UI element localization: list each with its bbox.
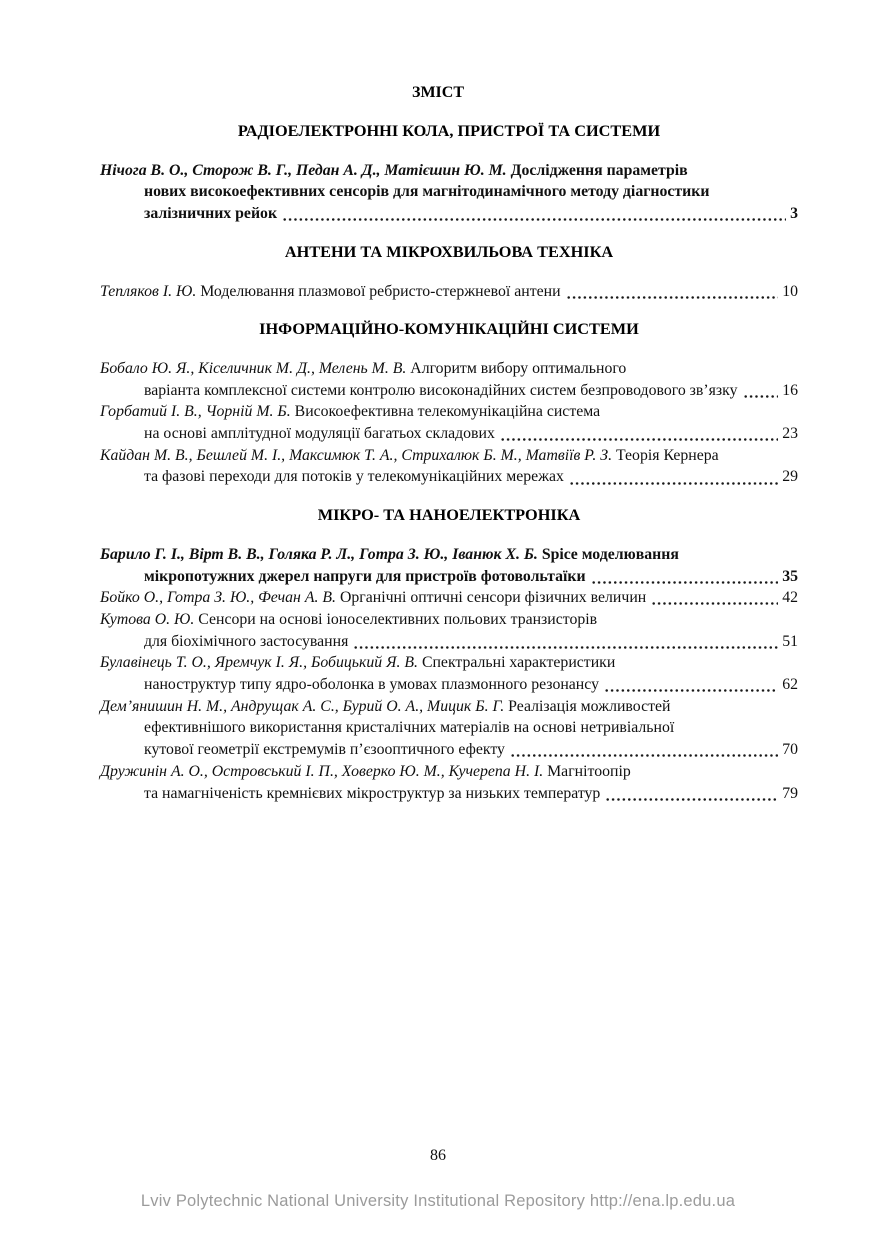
entry-authors: Горбатий І. В., Чорній М. Б. — [100, 403, 291, 421]
entry-text — [144, 566, 586, 588]
toc-entry — [100, 609, 798, 652]
entry-title-line: Алгоритм вибору оптимального — [410, 359, 627, 377]
toc-entry — [100, 281, 798, 303]
entry-text — [144, 203, 277, 225]
toc-entry-line — [100, 466, 798, 488]
entry-text — [144, 719, 674, 736]
section-heading: ІНФОРМАЦІЙНО-КОМУНІКАЦІЙНІ СИСТЕМИ — [259, 319, 639, 339]
entry-text — [144, 466, 564, 488]
dot-leader — [510, 754, 778, 757]
entry-page-ref: 79 — [782, 784, 798, 802]
toc-entry-line — [100, 181, 798, 203]
toc-entry — [100, 160, 798, 225]
toc-entry-line — [100, 652, 798, 674]
toc-entry-line — [100, 761, 798, 783]
toc-entry-line — [100, 281, 798, 303]
entry-page-ref: 3 — [790, 205, 798, 223]
toc-entry — [100, 587, 798, 609]
entry-title-line: наноструктур типу ядро-оболонка в умовах плазмонного резонансу — [144, 676, 599, 694]
dot-leader — [566, 296, 779, 299]
entry-text — [144, 739, 505, 761]
entry-page-ref: 16 — [782, 381, 798, 399]
dot-leader — [605, 798, 778, 801]
entry-text — [100, 587, 646, 609]
entry-text — [144, 631, 348, 653]
entry-title-line: Сенсори на основі іоноселективних польових транзисторів — [198, 610, 598, 628]
entry-title-line: Магнітоопір — [547, 762, 631, 780]
dot-leader — [591, 581, 779, 584]
entry-page-ref: 70 — [782, 741, 798, 759]
table-of-contents — [100, 104, 798, 804]
entry-title-line: Реалізація можливостей — [508, 697, 671, 715]
toc-entry-line — [100, 544, 798, 566]
entry-page-ref: 10 — [782, 282, 798, 300]
dot-leader — [604, 689, 778, 692]
toc-entry-line — [100, 696, 798, 718]
dot-leader — [353, 646, 778, 649]
entry-text — [144, 783, 600, 805]
toc-entry — [100, 761, 798, 804]
entry-title-line: Spice моделювання — [541, 545, 679, 563]
entry-authors: Бойко О., Готра З. Ю., Фечан А. В. — [100, 589, 336, 607]
entry-title-line: та намагніченість кремнієвих мікроструктур за низьких температур — [144, 784, 601, 802]
entry-authors: Барило Г. І., Вірт В. В., Голяка Р. Л., Готра З. Ю., Іванюк Х. Б. — [100, 545, 538, 563]
toc-entry — [100, 544, 798, 587]
toc-entry-line — [100, 674, 798, 696]
dot-leader — [569, 482, 778, 485]
entry-authors: Бобало Ю. Я., Кіселичник М. Д., Мелень М. В. — [100, 359, 407, 377]
toc-entry-line — [100, 587, 798, 609]
entry-text — [100, 698, 670, 715]
section-heading: РАДІОЕЛЕКТРОННІ КОЛА, ПРИСТРОЇ ТА СИСТЕМИ — [237, 121, 661, 140]
entry-page-ref: 35 — [782, 567, 798, 585]
entry-title-line: нових високоефективних сенсорів для магнітодинамічного методу діагностики — [144, 183, 710, 201]
entry-title-line: Високоефективна телекомунікаційна система — [294, 403, 601, 421]
dot-leader — [500, 438, 778, 441]
entry-page-ref: 62 — [782, 676, 798, 694]
entry-authors: Тепляков І. Ю. — [100, 282, 197, 300]
entry-title-line: на основі амплітудної модуляції багатьох складових — [144, 425, 495, 443]
page-title: ЗМІСТ — [412, 84, 464, 101]
entry-text — [100, 281, 561, 303]
toc-entry-line — [100, 380, 798, 402]
entry-text — [144, 423, 495, 445]
toc-entry — [100, 401, 798, 444]
entry-text — [144, 380, 738, 402]
entry-text — [100, 611, 597, 628]
toc-entry — [100, 358, 798, 401]
entry-title-line: кутової геометрії екстремумів п’єзооптичного ефекту — [144, 741, 505, 759]
entry-page-ref: 23 — [782, 425, 798, 443]
entry-title-line: для біохімічного застосування — [144, 632, 349, 650]
entry-title-line: Органічні оптичні сенсори фізичних величин — [339, 589, 647, 607]
entry-text — [100, 360, 626, 377]
toc-entry — [100, 445, 798, 488]
entry-authors: Нічога В. О., Сторож В. Г., Педан А. Д., Матієшин Ю. М. — [100, 161, 507, 179]
dot-leader — [282, 218, 786, 221]
entry-title-line: Спектральні характеристики — [421, 654, 616, 672]
toc-entry-line — [100, 203, 798, 225]
entry-text — [144, 674, 599, 696]
entry-title-line: мікропотужних джерел напруги для пристроїв фотовольтаїки — [144, 567, 586, 585]
toc-entry — [100, 696, 798, 761]
entry-text — [100, 654, 615, 671]
page-number: 86 — [430, 1147, 446, 1164]
toc-entry-line — [100, 566, 798, 588]
toc-entry — [100, 652, 798, 695]
entry-authors: Дем’янишин Н. М., Андрущак А. С., Бурий О. А., Мицик Б. Г. — [100, 697, 505, 715]
entry-title-line: ефективнішого використання кристалічних матеріалів на основі нетривіальної — [144, 719, 675, 737]
entry-title-line: залізничних рейок — [144, 205, 278, 223]
entry-authors: Дружинін А. О., Островський І. П., Ховерко Ю. М., Кучерепа Н. І. — [100, 762, 544, 780]
toc-entry-line — [100, 631, 798, 653]
toc-entry-line — [100, 160, 798, 182]
entry-title-line: Дослідження параметрів — [510, 161, 688, 179]
dot-leader — [743, 395, 779, 398]
toc-entry-line — [100, 739, 798, 761]
entry-title-line: варіанта комплексної системи контролю високонадійних систем безпроводового зв’язку — [144, 381, 738, 399]
entry-authors: Кутова О. Ю. — [100, 610, 195, 628]
entry-text — [100, 763, 631, 780]
toc-entry-line — [100, 423, 798, 445]
entry-text — [100, 546, 679, 563]
section-heading: МІКРО- ТА НАНОЕЛЕКТРОНІКА — [317, 505, 581, 525]
entry-title-line: Теорія Кернера — [615, 446, 719, 464]
entry-text — [100, 403, 600, 420]
entry-page-ref: 42 — [782, 589, 798, 607]
entry-text — [144, 183, 709, 200]
entry-text — [100, 447, 719, 464]
entry-authors: Булавінець Т. О., Яремчук І. Я., Бобицький Я. В. — [100, 654, 418, 672]
entry-text — [100, 162, 688, 179]
toc-entry-line — [100, 358, 798, 380]
toc-entry-line — [100, 717, 798, 739]
toc-entry-line — [100, 445, 798, 467]
entry-authors: Кайдан М. В., Бешлей М. І., Максимюк Т. А., Стрихалюк Б. М., Матвіїв Р. З. — [100, 446, 613, 464]
toc-entry-line — [100, 401, 798, 423]
repository-footer: Lviv Polytechnic National University Institutional Repository http://ena.lp.edu.ua — [140, 1192, 736, 1210]
toc-entry-line — [100, 609, 798, 631]
entry-page-ref: 51 — [782, 632, 798, 650]
entry-page-ref: 29 — [782, 468, 798, 486]
section-heading: АНТЕНИ ТА МІКРОХВИЛЬОВА ТЕХНІКА — [284, 241, 614, 261]
dot-leader — [651, 602, 778, 605]
toc-entry-line — [100, 783, 798, 805]
entry-title-line: Моделювання плазмової ребристо-стержневої антени — [200, 282, 561, 300]
entry-title-line: та фазові переходи для потоків у телекомунікаційних мережах — [144, 468, 564, 486]
